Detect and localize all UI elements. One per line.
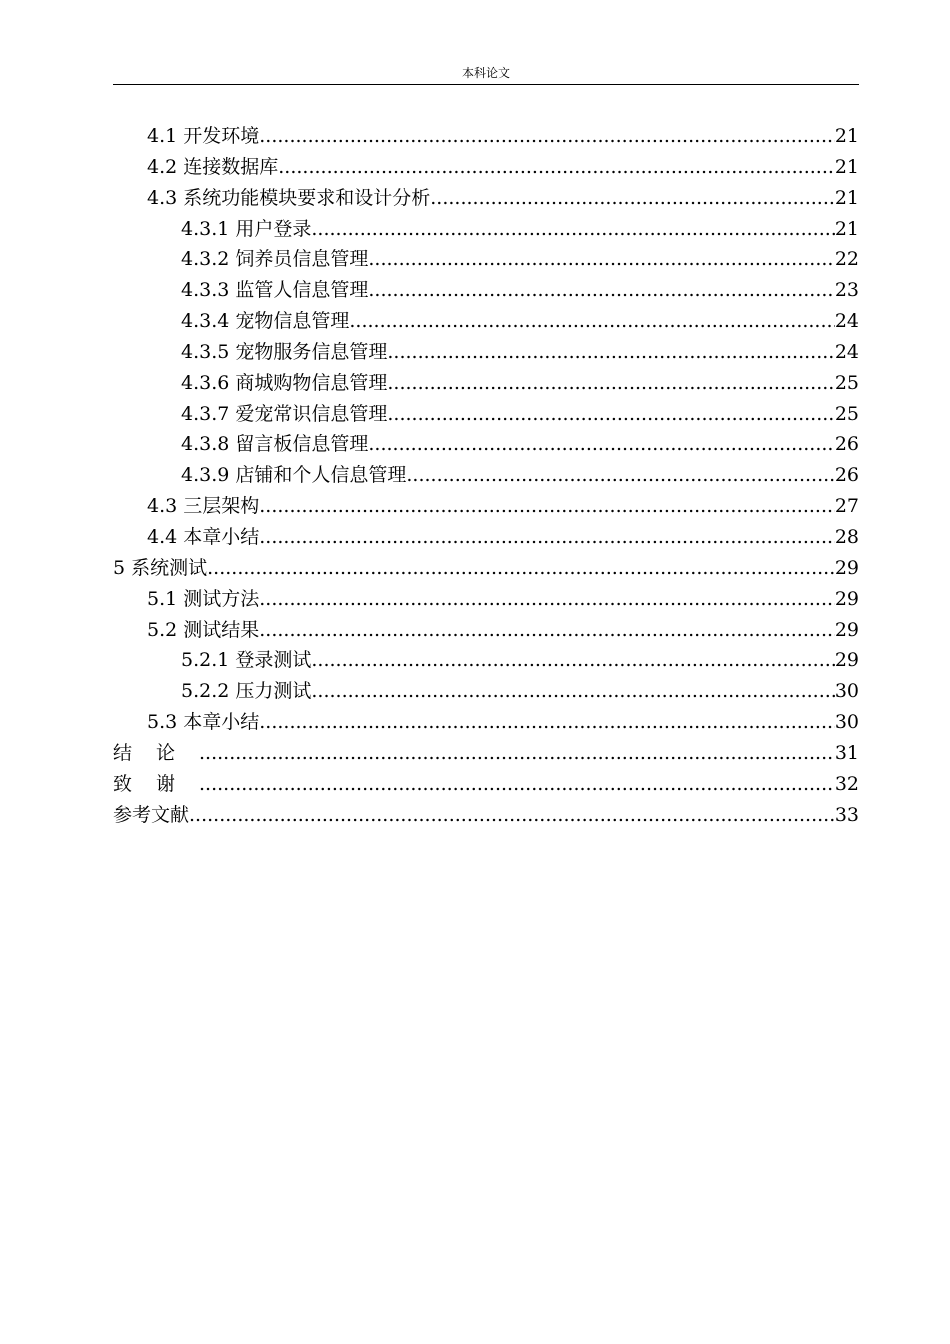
toc-entry[interactable]	[113, 645, 859, 676]
toc-entry-title: 4.3.4 宠物信息管理	[181, 310, 350, 333]
toc-entry-title: 5.2 测试结果	[147, 618, 260, 641]
toc-entry[interactable]	[113, 183, 859, 214]
toc-entry[interactable]	[113, 491, 859, 522]
toc-entry[interactable]	[113, 738, 859, 769]
toc-entry[interactable]	[113, 337, 859, 368]
toc-dot-leader	[199, 738, 835, 769]
toc-entry-page-number: 21	[834, 155, 859, 178]
toc-entry[interactable]	[113, 152, 859, 183]
toc-entry[interactable]	[113, 522, 859, 553]
toc-entry-page-number: 30	[834, 680, 859, 703]
toc-entry-title: 4.3.5 宠物服务信息管理	[181, 340, 388, 363]
toc-dot-leader	[349, 306, 834, 337]
toc-dot-leader	[259, 522, 835, 553]
toc-dot-leader	[406, 460, 834, 491]
toc-entry-page-number: 24	[834, 310, 859, 333]
toc-dot-leader	[430, 183, 835, 214]
toc-dot-leader	[368, 275, 834, 306]
toc-dot-leader	[259, 584, 835, 615]
toc-entry-title: 5.2.2 压力测试	[181, 680, 312, 703]
toc-entry[interactable]	[113, 306, 859, 337]
toc-entry-title: 4.3 三层架构	[147, 495, 260, 518]
toc-entry[interactable]	[113, 121, 859, 152]
toc-entry-page-number: 27	[834, 495, 859, 518]
toc-entry-page-number: 21	[834, 217, 859, 240]
toc-entry-title: 5 系统测试	[113, 556, 208, 579]
toc-entry-title: 参考文献	[113, 803, 190, 826]
toc-entry-title: 5.2.1 登录测试	[181, 649, 312, 672]
toc-entry-page-number: 29	[834, 618, 859, 641]
toc-dot-leader	[311, 645, 834, 676]
toc-entry-title: 4.3 系统功能模块要求和设计分析	[147, 186, 431, 209]
toc-dot-leader	[387, 368, 834, 399]
toc-entry-page-number: 29	[834, 587, 859, 610]
toc-dot-leader	[189, 800, 835, 831]
toc-dot-leader	[259, 707, 835, 738]
toc-dot-leader	[311, 214, 834, 245]
toc-entry-title: 5.3 本章小结	[147, 711, 260, 734]
toc-entry[interactable]	[113, 214, 859, 245]
toc-entry-title: 4.1 开发环境	[147, 125, 260, 147]
toc-entry[interactable]	[113, 676, 859, 707]
toc-dot-leader	[259, 615, 835, 646]
toc-dot-leader	[278, 152, 835, 183]
toc-entry-page-number: 29	[834, 556, 859, 579]
toc-entry[interactable]	[113, 800, 859, 831]
toc-entry-title: 致谢	[113, 772, 200, 795]
toc-entry-page-number: 26	[834, 433, 859, 456]
toc-entry-page-number: 28	[834, 525, 859, 548]
toc-entry-page-number: 33	[834, 803, 859, 826]
toc-entry-title: 4.3.3 监管人信息管理	[181, 279, 369, 302]
toc-entry[interactable]	[113, 584, 859, 615]
toc-entry[interactable]	[113, 399, 859, 430]
toc-entry-title: 4.3.2 饲养员信息管理	[181, 248, 369, 271]
toc-entry-title: 5.1 测试方法	[147, 587, 260, 610]
toc-dot-leader	[387, 399, 834, 430]
toc-entry[interactable]	[113, 244, 859, 275]
toc-entry-page-number: 22	[834, 248, 859, 271]
toc-entry-title: 4.2 连接数据库	[147, 155, 279, 178]
toc-entry-page-number: 30	[834, 711, 859, 734]
page-header	[113, 62, 859, 85]
toc-entry[interactable]	[113, 429, 859, 460]
toc-entry[interactable]	[113, 553, 859, 584]
toc-entry-page-number: 32	[834, 772, 859, 795]
toc-entry[interactable]	[113, 769, 859, 800]
toc-entry[interactable]	[113, 275, 859, 306]
toc-dot-leader	[368, 429, 834, 460]
toc-dot-leader	[259, 491, 835, 522]
toc-entry-title: 4.4 本章小结	[147, 525, 260, 548]
toc-entry-page-number: 21	[834, 186, 859, 209]
toc-entry-title: 4.3.6 商城购物信息管理	[181, 371, 388, 394]
toc-entry-page-number: 23	[834, 279, 859, 302]
table-of-contents	[113, 121, 859, 830]
toc-dot-leader	[199, 769, 835, 800]
toc-entry-page-number: 31	[834, 741, 859, 764]
toc-entry-page-number: 25	[834, 402, 859, 425]
toc-dot-leader	[259, 121, 835, 152]
toc-entry-title: 结论	[113, 741, 200, 764]
header-title: 本科论文	[461, 66, 510, 80]
toc-entry-title: 4.3.7 爱宠常识信息管理	[181, 402, 388, 425]
toc-entry[interactable]	[113, 707, 859, 738]
toc-dot-leader	[311, 676, 834, 707]
toc-entry-page-number: 25	[834, 371, 859, 394]
toc-entry[interactable]	[113, 460, 859, 491]
toc-entry-title: 4.3.1 用户登录	[181, 217, 312, 240]
toc-entry-page-number: 21	[834, 125, 859, 147]
toc-dot-leader	[368, 244, 834, 275]
toc-entry-title: 4.3.9 店铺和个人信息管理	[181, 464, 407, 487]
toc-dot-leader	[207, 553, 835, 584]
toc-entry[interactable]	[113, 368, 859, 399]
toc-entry-page-number: 26	[834, 464, 859, 487]
toc-dot-leader	[387, 337, 834, 368]
toc-entry-page-number: 24	[834, 340, 859, 363]
toc-entry-title: 4.3.8 留言板信息管理	[181, 433, 369, 456]
toc-entry-page-number: 29	[834, 649, 859, 672]
toc-entry[interactable]	[113, 615, 859, 646]
